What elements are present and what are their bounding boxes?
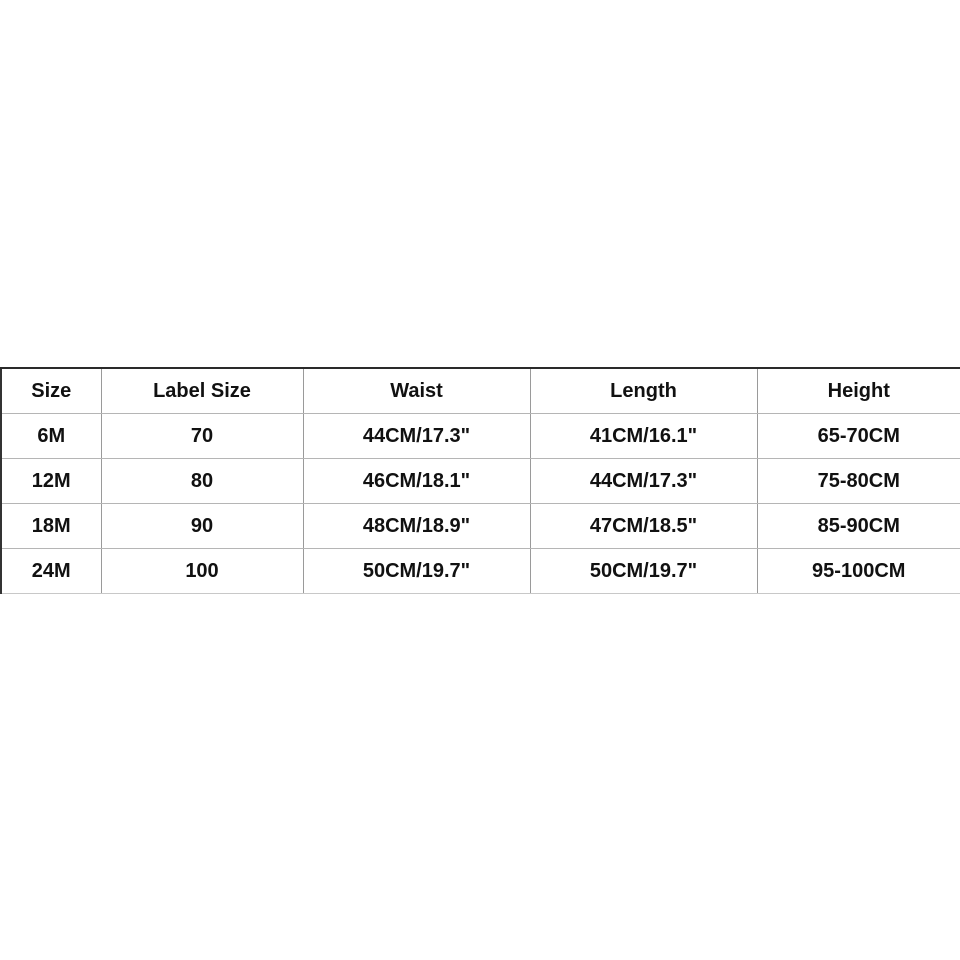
table-row <box>1 414 960 459</box>
header-height: Height <box>757 368 960 414</box>
size-chart-table <box>0 367 960 594</box>
cell-size: 24M <box>1 549 101 594</box>
cell-waist: 48CM/18.9" <box>303 504 530 549</box>
cell-size: 18M <box>1 504 101 549</box>
cell-height: 95-100CM <box>757 549 960 594</box>
cell-waist: 50CM/19.7" <box>303 549 530 594</box>
header-row <box>1 368 960 414</box>
cell-waist: 44CM/17.3" <box>303 414 530 459</box>
cell-label-size: 70 <box>101 414 303 459</box>
header-waist: Waist <box>303 368 530 414</box>
table-row <box>1 504 960 549</box>
cell-label-size: 100 <box>101 549 303 594</box>
cell-length: 47CM/18.5" <box>530 504 757 549</box>
cell-label-size: 90 <box>101 504 303 549</box>
table-row <box>1 459 960 504</box>
cell-length: 41CM/16.1" <box>530 414 757 459</box>
cell-size: 12M <box>1 459 101 504</box>
cell-height: 65-70CM <box>757 414 960 459</box>
cell-length: 44CM/17.3" <box>530 459 757 504</box>
cell-length: 50CM/19.7" <box>530 549 757 594</box>
header-size: Size <box>1 368 101 414</box>
cell-height: 75-80CM <box>757 459 960 504</box>
table-row <box>1 549 960 594</box>
header-label-size: Label Size <box>101 368 303 414</box>
cell-height: 85-90CM <box>757 504 960 549</box>
cell-label-size: 80 <box>101 459 303 504</box>
cell-size: 6M <box>1 414 101 459</box>
cell-waist: 46CM/18.1" <box>303 459 530 504</box>
header-length: Length <box>530 368 757 414</box>
